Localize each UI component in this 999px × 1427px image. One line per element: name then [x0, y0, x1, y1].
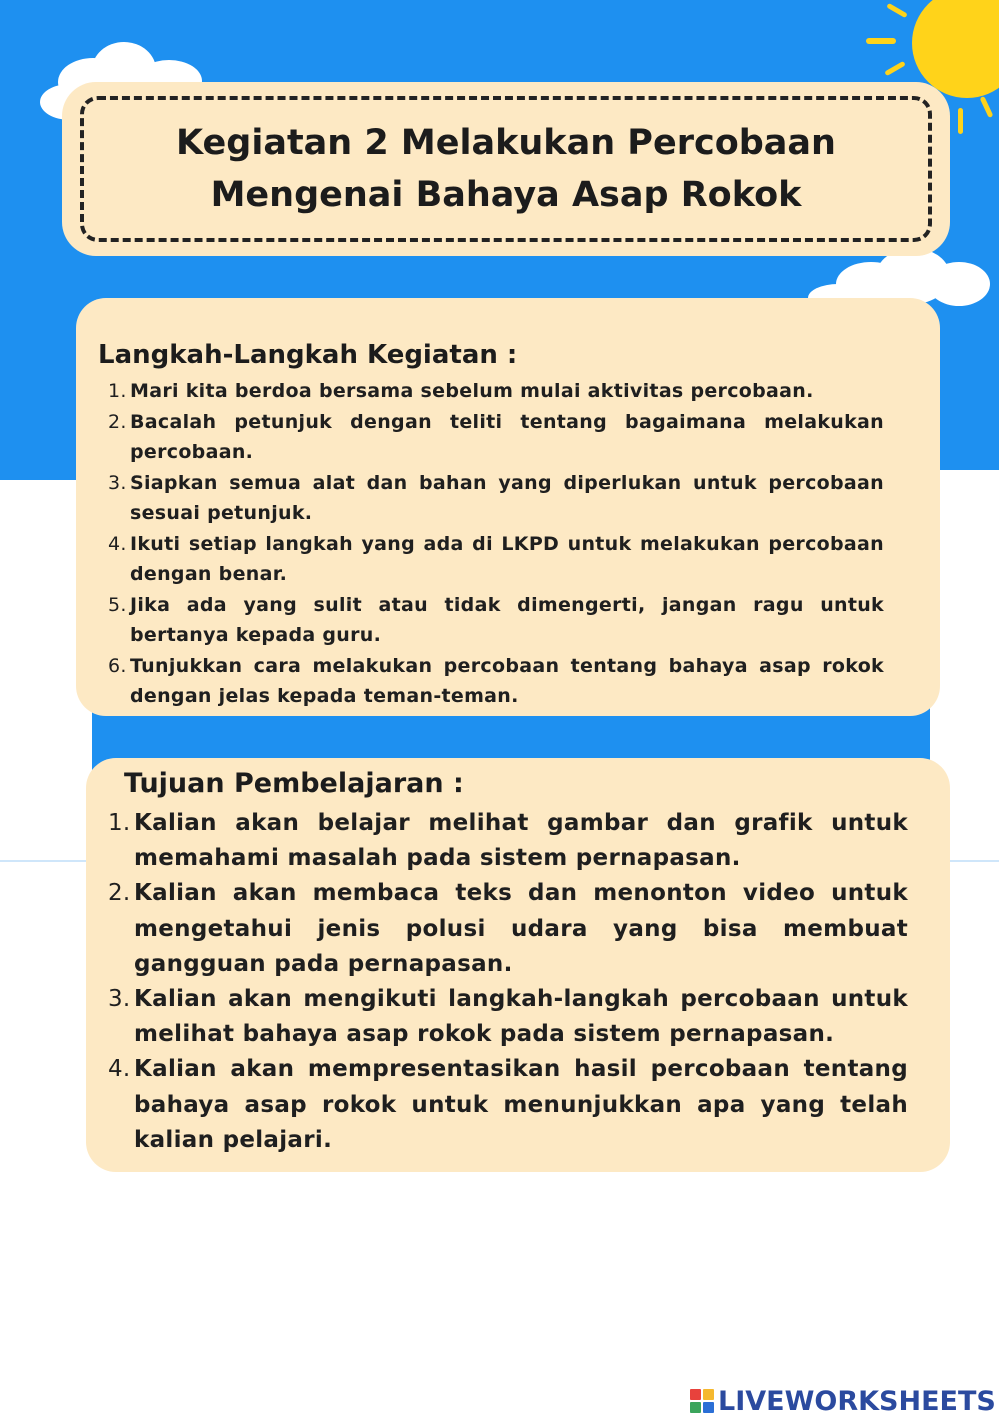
list-item [108, 876, 908, 982]
title-dashed-frame [80, 96, 932, 242]
list-item [108, 1052, 908, 1158]
item-text: Bacalah petunjuk dengan teliti tentang bagaimana melakukan percobaan. [130, 410, 884, 463]
steps-list [108, 376, 884, 712]
item-number: 1. [108, 380, 127, 402]
steps-heading: Langkah-Langkah Kegiatan : [98, 340, 518, 370]
list-item [108, 468, 884, 529]
item-text: Siapkan semua alat dan bahan yang diperlukan untuk percobaan sesuai petunjuk. [130, 471, 884, 524]
item-text: Mari kita berdoa bersama sebelum mulai aktivitas percobaan. [130, 380, 814, 402]
item-number: 5. [108, 593, 127, 616]
list-item [108, 590, 884, 651]
item-number: 4. [108, 1056, 131, 1083]
item-number: 2. [108, 410, 127, 433]
item-text: Jika ada yang sulit atau tidak dimengerti, jangan ragu untuk bertanya kepada guru. [130, 593, 884, 646]
liveworksheets-logo[interactable] [690, 1384, 996, 1418]
goals-card [86, 758, 950, 1172]
list-item [108, 376, 884, 407]
item-text: Kalian akan membaca teks dan menonton video untuk mengetahui jenis polusi udara yang bisa membuat gangguan pada pernapasan. [134, 880, 908, 977]
list-item [108, 529, 884, 590]
sun-ray [866, 38, 896, 44]
page-title: Kegiatan 2 Melakukan Percobaan Mengenai Bahaya Asap Rokok [176, 123, 836, 215]
item-number: 3. [108, 986, 131, 1013]
item-number: 2. [108, 880, 131, 907]
item-text: Kalian akan mempresentasikan hasil percobaan tentang bahaya asap rokok untuk menunjukkan apa yang telah kalian pelajari. [134, 1056, 908, 1153]
list-item [108, 651, 884, 712]
building-left-step [0, 545, 72, 865]
item-number: 3. [108, 471, 127, 494]
goals-list [108, 806, 908, 1158]
item-text: Ikuti setiap langkah yang ada di LKPD untuk melakukan percobaan dengan benar. [130, 532, 884, 585]
item-number: 1. [108, 810, 131, 836]
list-item [108, 407, 884, 468]
item-text: Kalian akan belajar melihat gambar dan grafik untuk memahami masalah pada sistem pernapasan. [134, 810, 908, 872]
item-number: 4. [108, 532, 127, 555]
liveworksheets-logo-icon [690, 1389, 714, 1413]
item-text: Kalian akan mengikuti langkah-langkah percobaan untuk melihat bahaya asap rokok pada sistem pernapasan. [134, 986, 908, 1048]
sun-ray [958, 108, 963, 134]
brand-name: LIVEWORKSHEETS [718, 1385, 996, 1417]
list-item [108, 806, 908, 876]
title-card [62, 82, 950, 256]
item-number: 6. [108, 654, 127, 677]
list-item [108, 982, 908, 1052]
item-text: Tunjukkan cara melakukan percobaan tentang bahaya asap rokok dengan jelas kepada teman-teman. [130, 654, 884, 707]
goals-heading: Tujuan Pembelajaran : [124, 768, 464, 799]
steps-card [76, 298, 940, 716]
